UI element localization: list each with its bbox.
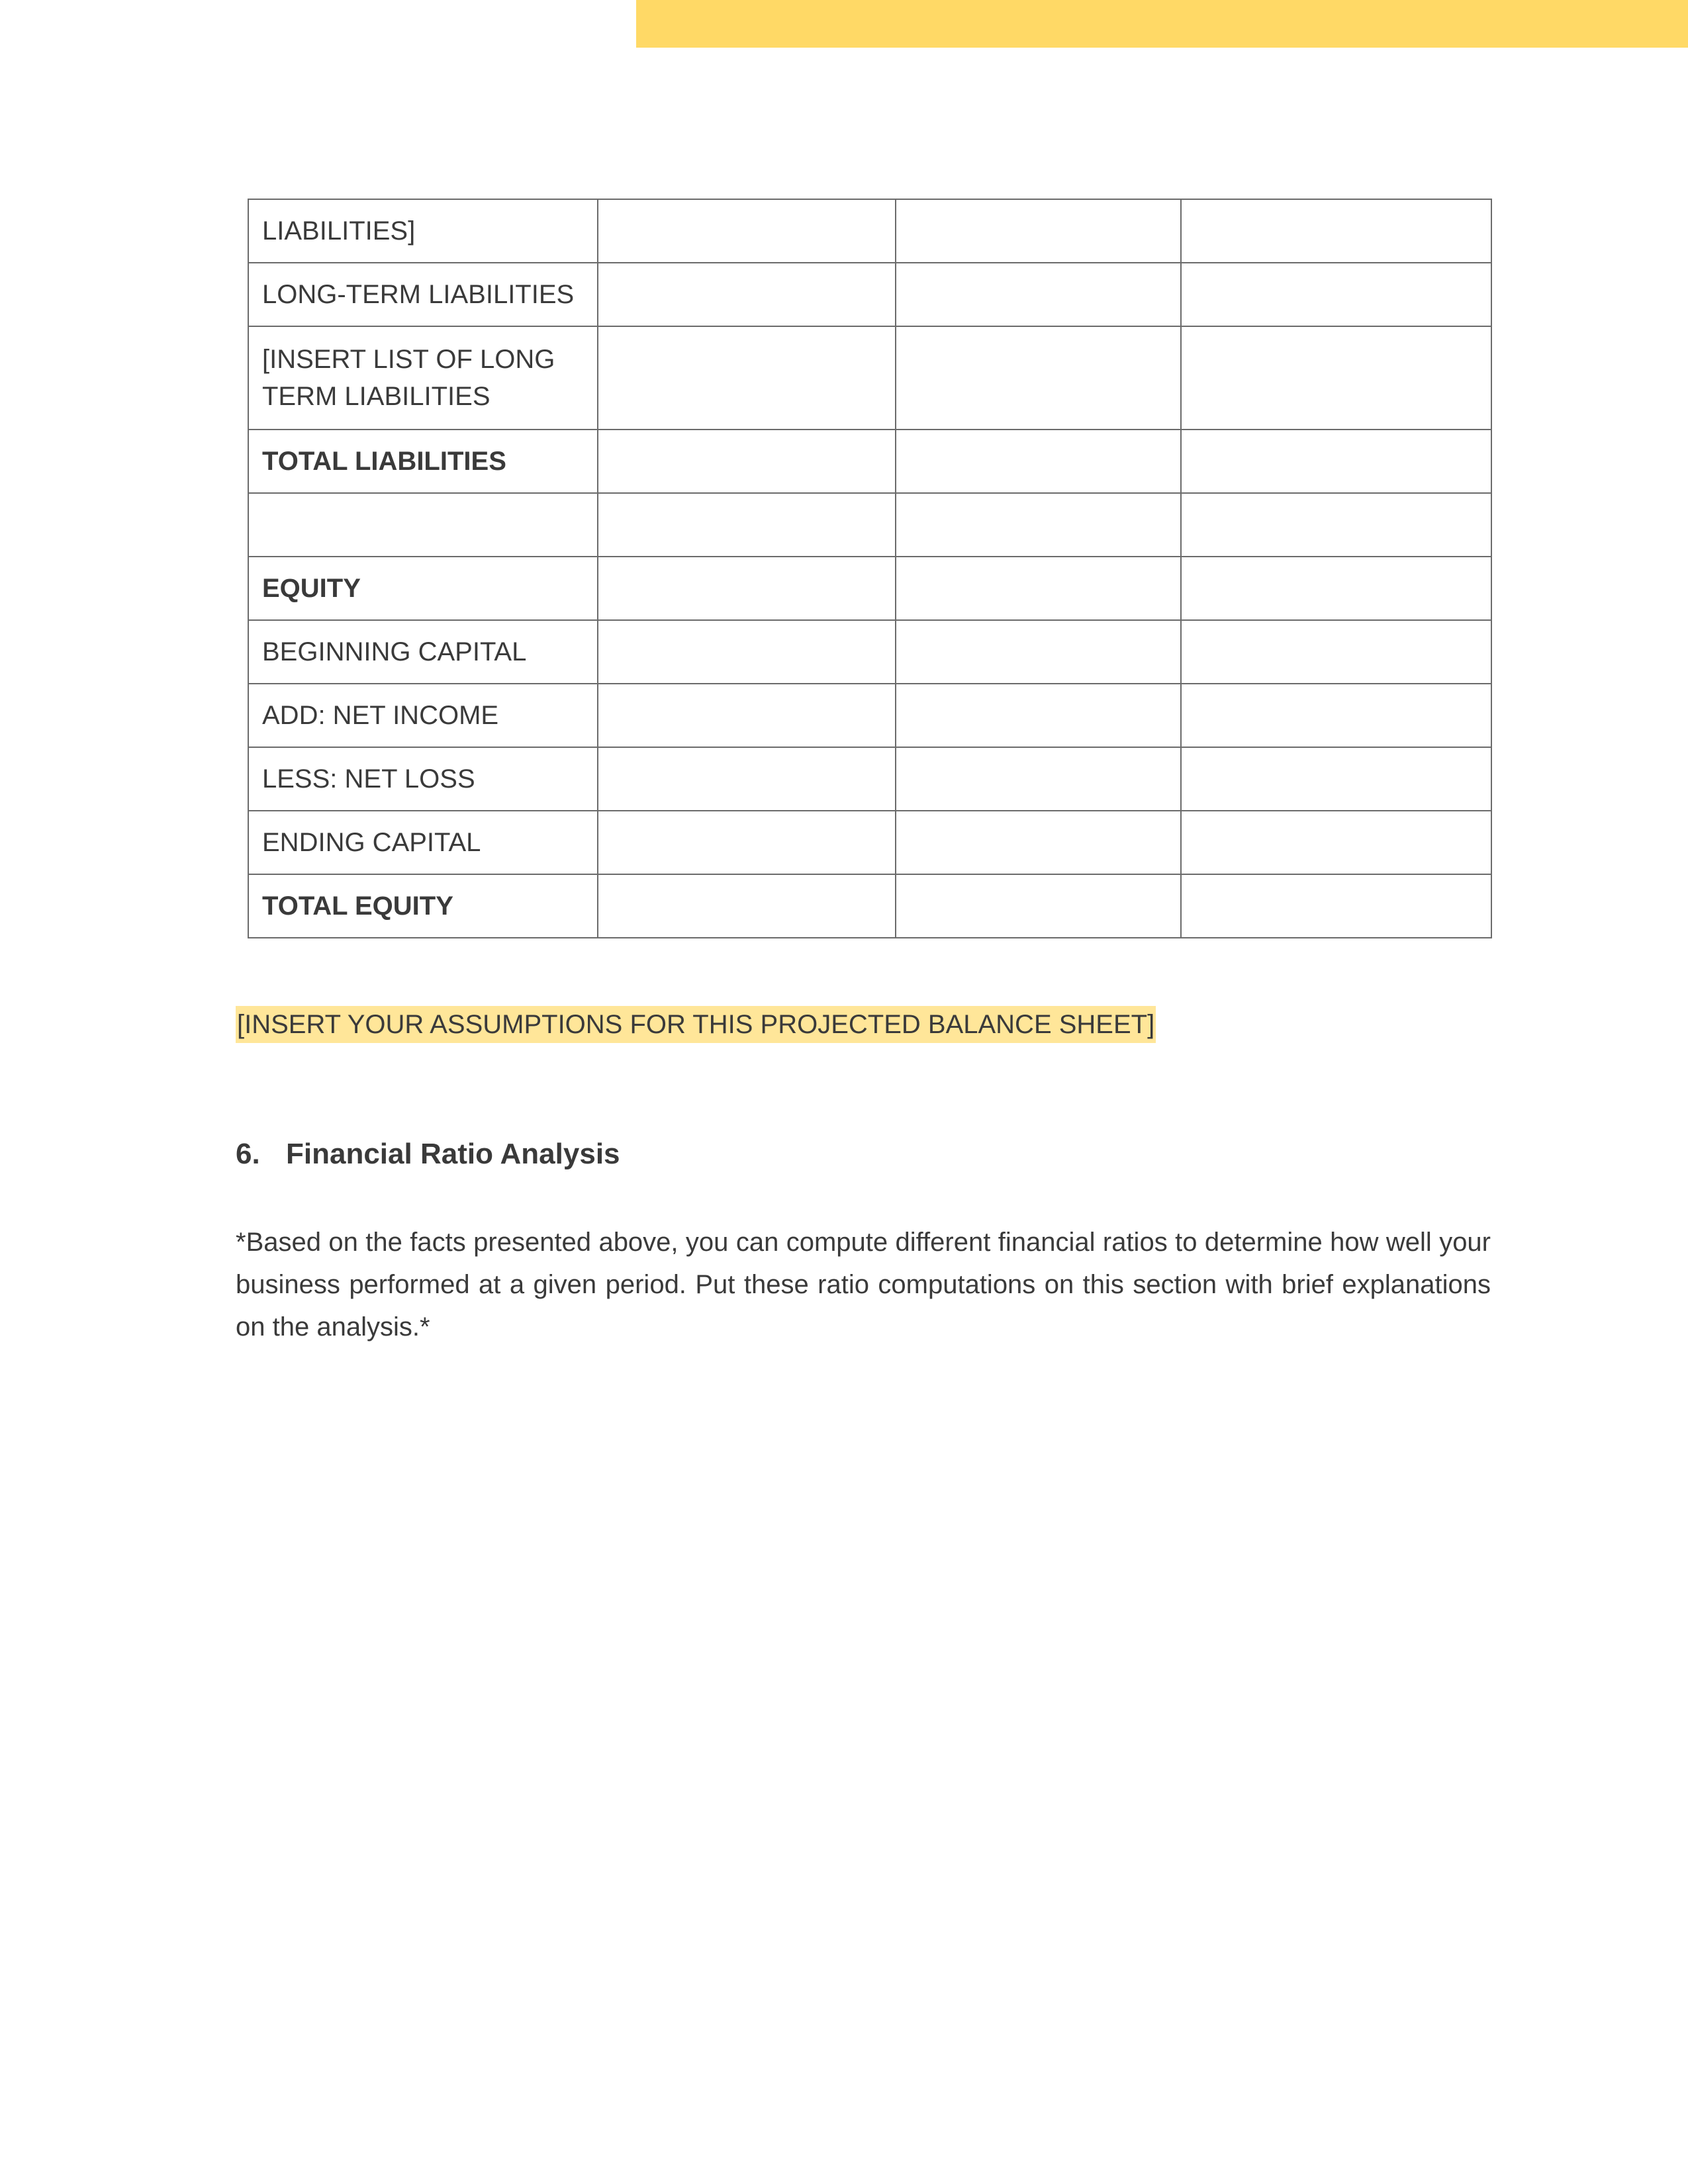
row-label-cell: TOTAL EQUITY [248,874,598,938]
value-cell [598,620,896,684]
value-cell [1181,430,1491,493]
value-cell [598,557,896,620]
assumptions-placeholder[interactable]: [INSERT YOUR ASSUMPTIONS FOR THIS PROJECTED BALANCE SHEET] [236,1006,1156,1043]
value-cell [1181,199,1491,263]
value-cell [896,493,1181,557]
table-row [248,430,1491,493]
value-cell [1181,326,1491,430]
value-cell [896,199,1181,263]
row-label-cell: BEGINNING CAPITAL [248,620,598,684]
value-cell [1181,811,1491,874]
row-label-cell: [INSERT LIST OF LONG TERM LIABILITIES [248,326,598,430]
section-title: Financial Ratio Analysis [286,1138,620,1170]
table-row [248,874,1491,938]
row-label-cell: TOTAL LIABILITIES [248,430,598,493]
value-cell [1181,684,1491,747]
table-row [248,199,1491,263]
balance-table-body [248,199,1491,938]
value-cell [1181,493,1491,557]
section-body-paragraph: *Based on the facts presented above, you can compute different financial ratios to determine how well your business performed at a given period. Put these ratio computations on this section with brief explanations on the analysis.* [236,1228,1491,1342]
value-cell [896,263,1181,326]
row-label-cell: LONG-TERM LIABILITIES [248,263,598,326]
value-cell [1181,874,1491,938]
value-cell [1181,620,1491,684]
value-cell [598,430,896,493]
row-label-cell: LIABILITIES] [248,199,598,263]
value-cell [598,747,896,811]
table-row [248,326,1491,430]
table-row [248,263,1491,326]
value-cell [896,684,1181,747]
table-row [248,620,1491,684]
value-cell [598,263,896,326]
table-row [248,811,1491,874]
projected-balance-sheet-table [248,199,1492,938]
row-label-cell: EQUITY [248,557,598,620]
value-cell [896,811,1181,874]
value-cell [1181,557,1491,620]
row-label-cell: ENDING CAPITAL [248,811,598,874]
value-cell [598,199,896,263]
table-row [248,684,1491,747]
header-accent-bar [636,0,1688,48]
value-cell [896,620,1181,684]
value-cell [598,493,896,557]
value-cell [598,811,896,874]
value-cell [896,874,1181,938]
table-row [248,747,1491,811]
value-cell [896,430,1181,493]
row-label-cell: ADD: NET INCOME [248,684,598,747]
section-heading [236,1134,620,1174]
value-cell [598,684,896,747]
table-row [248,493,1491,557]
row-label-cell [248,493,598,557]
section-number: 6. [236,1138,260,1170]
value-cell [1181,747,1491,811]
row-label-cell: LESS: NET LOSS [248,747,598,811]
value-cell [896,326,1181,430]
value-cell [598,874,896,938]
table-row [248,557,1491,620]
value-cell [598,326,896,430]
value-cell [896,747,1181,811]
value-cell [896,557,1181,620]
value-cell [1181,263,1491,326]
